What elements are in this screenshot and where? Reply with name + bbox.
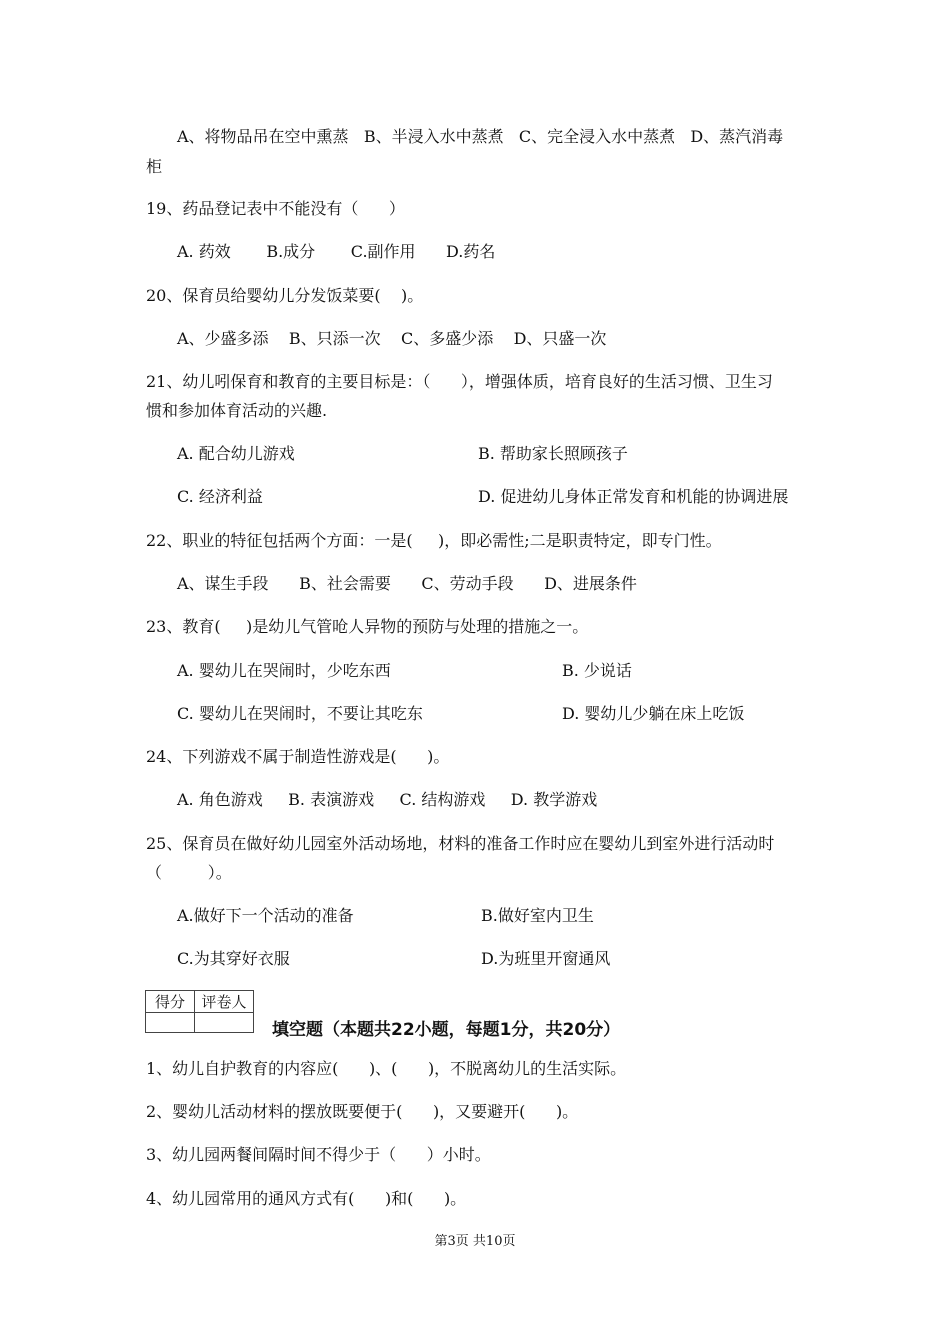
q21-stem-line2: 惯和参加体育活动的兴趣.	[146, 401, 328, 420]
q24-stem: 24、下列游戏不属于制造性游戏是( )。	[146, 747, 450, 766]
q23-option-c: C. 婴幼儿在哭闹时，不要让其吃东	[177, 704, 423, 723]
score-label: 得分	[146, 991, 195, 1013]
q23-option-a: A. 婴幼儿在哭闹时，少吃东西	[177, 661, 391, 680]
q22-options: A、谋生手段 B、社会需要 C、劳动手段 D、进展条件	[177, 574, 637, 593]
q21-option-b: B. 帮助家长照顾孩子	[478, 444, 628, 463]
q21-option-c: C. 经济利益	[177, 487, 263, 506]
q22-stem: 22、职业的特征包括两个方面：一是( )，即必需性;二是职责特定，即专门性。	[146, 531, 722, 550]
fill-question-2: 2、婴幼儿活动材料的摆放既要便于( )，又要避开( )。	[146, 1102, 579, 1121]
q25-option-d: D.为班里开窗通风	[481, 949, 611, 968]
q20-options: A、少盛多添 B、只添一次 C、多盛少添 D、只盛一次	[177, 329, 607, 348]
fill-question-3: 3、幼儿园两餐间隔时间不得少于（ ）小时。	[146, 1145, 491, 1164]
q25-stem-line1: 25、保育员在做好幼儿园室外活动场地，材料的准备工作时应在婴幼儿到室外进行活动时	[146, 834, 775, 853]
q19-options: A. 药效 B.成分 C.副作用 D.药名	[177, 242, 496, 261]
q19-stem: 19、药品登记表中不能没有（ ）	[146, 199, 405, 218]
q23-option-d: D. 婴幼儿少躺在床上吃饭	[562, 704, 745, 723]
q25-option-b: B.做好室内卫生	[481, 906, 594, 925]
q21-option-a: A. 配合幼儿游戏	[177, 444, 295, 463]
grader-label: 评卷人	[195, 991, 254, 1013]
q18-options-line2: 柜	[146, 157, 163, 176]
score-box	[145, 990, 254, 1033]
page-footer: 第3页 共10页	[434, 1234, 516, 1249]
fill-question-4: 4、幼儿园常用的通风方式有( )和( )。	[146, 1189, 467, 1208]
section-title: 填空题（本题共22小题，每题1分，共20分）	[272, 1020, 621, 1040]
score-cell	[146, 1013, 195, 1033]
q23-option-b: B. 少说话	[562, 661, 632, 680]
q20-stem: 20、保育员给婴幼儿分发饭菜要( )。	[146, 286, 424, 305]
q25-stem-line2: （ ）。	[146, 863, 232, 882]
q21-stem-line1: 21、幼儿吲保育和教育的主要目标是：（ ），增强体质，培育良好的生活习惯、卫生习	[146, 372, 773, 391]
q25-option-c: C.为其穿好衣服	[177, 949, 290, 968]
q21-option-d: D. 促进幼儿身体正常发育和机能的协调进展	[478, 487, 789, 506]
q24-options: A. 角色游戏 B. 表演游戏 C. 结构游戏 D. 教学游戏	[177, 790, 598, 809]
q18-options-line1: A、将物品吊在空中熏蒸 B、半浸入水中蒸煮 C、完全浸入水中蒸煮 D、蒸汽消毒	[177, 127, 784, 146]
fill-question-1: 1、幼儿自护教育的内容应( )、( )，不脱离幼儿的生活实际。	[146, 1059, 627, 1078]
q25-option-a: A.做好下一个活动的准备	[177, 906, 354, 925]
q23-stem: 23、教育( )是幼儿气管呛人异物的预防与处理的措施之一。	[146, 617, 589, 636]
grader-cell	[195, 1013, 254, 1033]
